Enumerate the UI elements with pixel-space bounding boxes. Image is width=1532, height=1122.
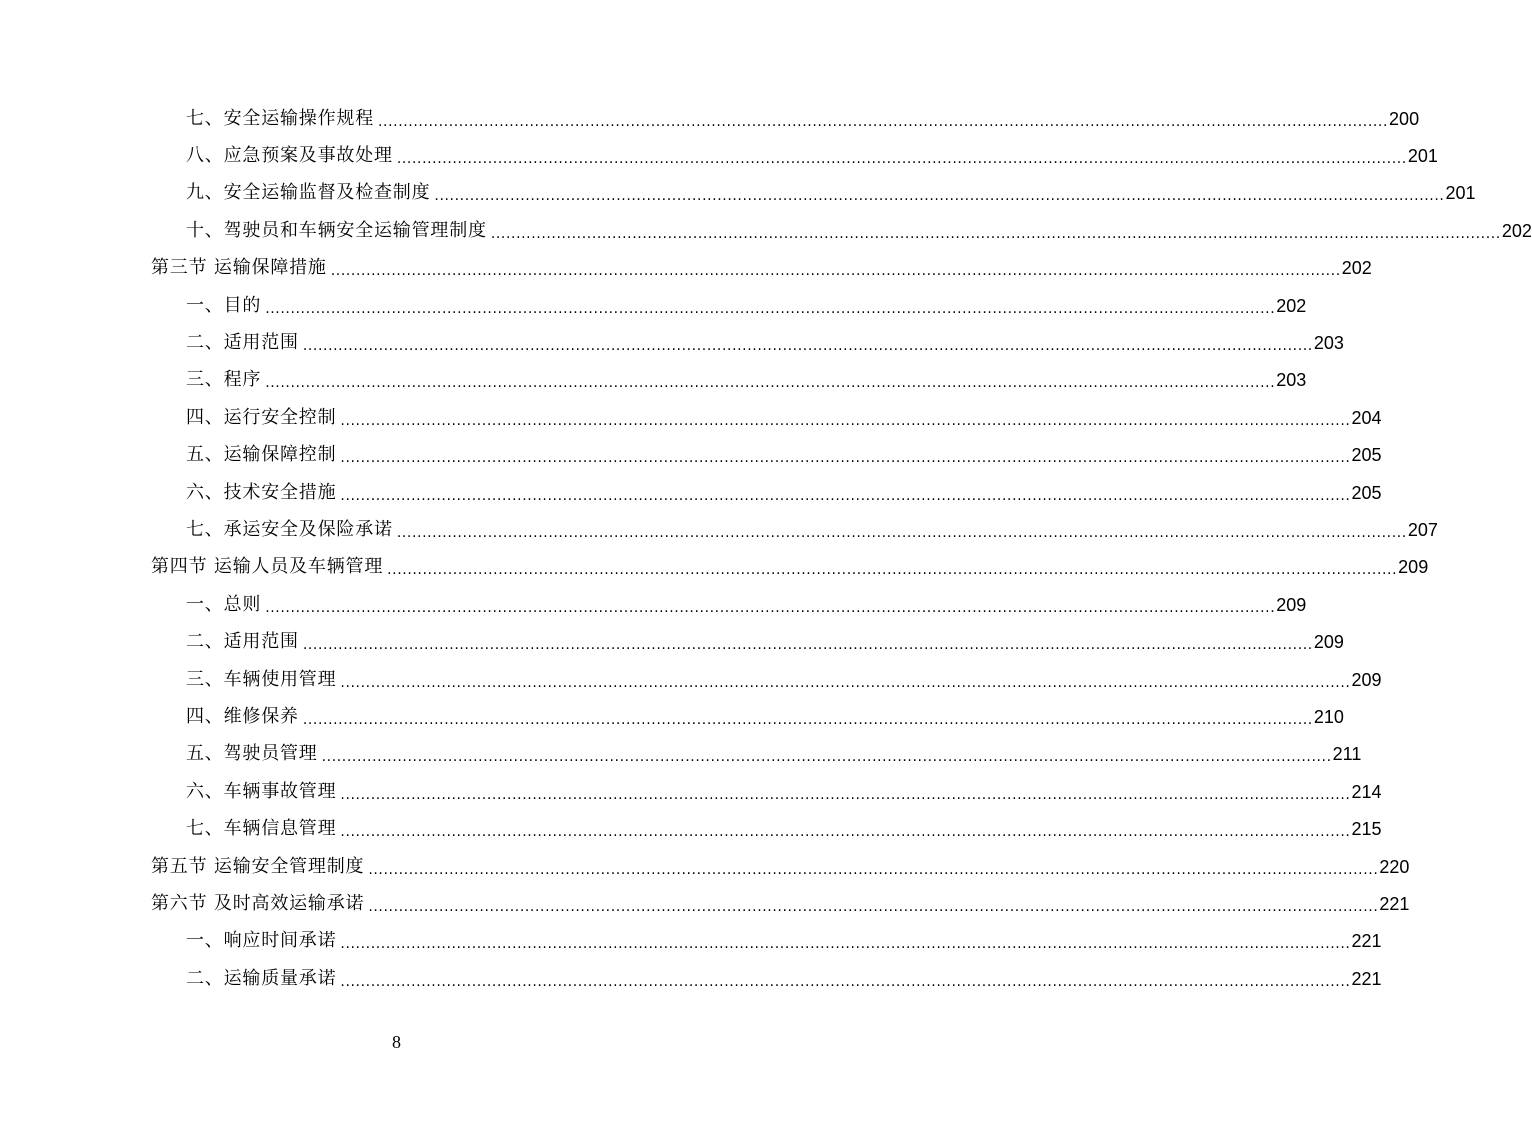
toc-entry[interactable]: [0, 698, 1344, 735]
toc-entry-title: 第六节 及时高效运输承诺: [151, 892, 365, 914]
toc-entry-title: 六、车辆事故管理: [186, 780, 337, 802]
toc-dot-leader: ........................................................................................................................................................................................................: [396, 524, 1407, 541]
toc-dot-leader: ........................................................................................................................................................................................................: [340, 412, 1351, 429]
toc-entry[interactable]: [0, 549, 1429, 586]
toc-dot-leader: ........................................................................................................................................................................................................: [340, 786, 1351, 803]
toc-entry-page: 221: [1379, 893, 1410, 914]
toc-entry-title: 三、程序: [186, 369, 262, 391]
toc-entry-page: 210: [1313, 706, 1344, 727]
toc-entry[interactable]: [0, 960, 1382, 997]
toc-entry-page: 220: [1379, 856, 1410, 877]
toc-entry-page: 221: [1351, 931, 1382, 952]
toc-dot-leader: ........................................................................................................................................................................................................: [340, 674, 1351, 691]
toc-entry-page: 200: [1389, 108, 1420, 129]
toc-entry-title: 六、技术安全措施: [186, 481, 337, 503]
toc-dot-leader: ........................................................................................................................................................................................................: [340, 936, 1351, 953]
toc-dot-leader: ........................................................................................................................................................................................................: [321, 749, 1332, 766]
toc-entry-title: 五、驾驶员管理: [186, 743, 318, 765]
toc-entry-title: 五、运输保障控制: [186, 444, 337, 466]
toc-entry[interactable]: [0, 511, 1438, 548]
table-of-contents: [0, 100, 1532, 997]
toc-entry[interactable]: [0, 399, 1382, 436]
toc-entry[interactable]: [0, 885, 1410, 922]
toc-entry-page: 202: [1341, 258, 1372, 279]
toc-dot-leader: ........................................................................................................................................................................................................: [302, 637, 1313, 654]
toc-entry-title: 第五节 运输安全管理制度: [151, 855, 365, 877]
toc-entry[interactable]: [0, 923, 1382, 960]
toc-entry-title: 一、总则: [186, 593, 262, 615]
toc-entry-page: 209: [1276, 594, 1307, 615]
toc-dot-leader: ........................................................................................................................................................................................................: [340, 824, 1351, 841]
toc-entry-page: 204: [1351, 407, 1382, 428]
toc-entry[interactable]: [0, 137, 1438, 174]
toc-dot-leader: ........................................................................................................................................................................................................: [330, 263, 1341, 280]
toc-entry-page: 214: [1351, 781, 1382, 802]
toc-entry-page: 209: [1398, 557, 1429, 578]
toc-entry-title: 一、目的: [186, 294, 262, 316]
toc-entry-title: 二、运输质量承诺: [186, 967, 337, 989]
toc-entry[interactable]: [0, 474, 1382, 511]
toc-entry-title: 四、运行安全控制: [186, 406, 337, 428]
toc-dot-leader: ........................................................................................................................................................................................................: [387, 562, 1398, 579]
toc-entry-title: 一、响应时间承诺: [186, 930, 337, 952]
toc-entry[interactable]: [0, 250, 1372, 287]
toc-entry-title: 第三节 运输保障措施: [151, 257, 327, 279]
toc-entry-page: 201: [1407, 146, 1438, 167]
toc-entry-page: 207: [1407, 519, 1438, 540]
toc-entry[interactable]: [0, 810, 1382, 847]
toc-entry[interactable]: [0, 212, 1532, 249]
toc-dot-leader: ........................................................................................................................................................................................................: [434, 188, 1445, 205]
toc-entry-page: 205: [1351, 482, 1382, 503]
toc-entry-page: 209: [1351, 669, 1382, 690]
toc-dot-leader: ........................................................................................................................................................................................................: [265, 375, 1276, 392]
toc-dot-leader: ........................................................................................................................................................................................................: [396, 151, 1407, 168]
toc-entry-page: 201: [1445, 183, 1476, 204]
toc-entry[interactable]: [0, 623, 1344, 660]
toc-dot-leader: ........................................................................................................................................................................................................: [378, 113, 1389, 130]
toc-dot-leader: ........................................................................................................................................................................................................: [368, 861, 1379, 878]
toc-entry-page: 203: [1313, 333, 1344, 354]
toc-entry-page: 215: [1351, 819, 1382, 840]
toc-entry-page: 205: [1351, 445, 1382, 466]
toc-dot-leader: ........................................................................................................................................................................................................: [265, 599, 1276, 616]
toc-entry-title: 三、车辆使用管理: [186, 668, 337, 690]
toc-dot-leader: ........................................................................................................................................................................................................: [368, 898, 1379, 915]
toc-entry[interactable]: [0, 324, 1344, 361]
toc-entry-title: 七、车辆信息管理: [186, 818, 337, 840]
toc-dot-leader: ........................................................................................................................................................................................................: [302, 338, 1313, 355]
toc-entry[interactable]: [0, 773, 1382, 810]
toc-entry-title: 七、承运安全及保险承诺: [186, 518, 393, 540]
toc-entry[interactable]: [0, 586, 1307, 623]
toc-entry-title: 二、适用范围: [186, 332, 299, 354]
toc-entry-title: 第四节 运输人员及车辆管理: [151, 556, 384, 578]
toc-entry-title: 八、应急预案及事故处理: [186, 145, 393, 167]
toc-dot-leader: ........................................................................................................................................................................................................: [302, 711, 1313, 728]
page-number: 8: [392, 1032, 401, 1052]
toc-entry[interactable]: [0, 437, 1382, 474]
toc-entry-title: 二、适用范围: [186, 631, 299, 653]
toc-dot-leader: ........................................................................................................................................................................................................: [265, 300, 1276, 317]
toc-entry-title: 四、维修保养: [186, 705, 299, 727]
toc-entry-page: 211: [1332, 744, 1362, 765]
toc-entry-title: 十、驾驶员和车辆安全运输管理制度: [186, 219, 487, 241]
toc-entry-title: 九、安全运输监督及检查制度: [186, 182, 431, 204]
toc-entry-title: 七、安全运输操作规程: [186, 107, 374, 129]
toc-dot-leader: ........................................................................................................................................................................................................: [490, 225, 1501, 242]
toc-entry[interactable]: [0, 287, 1307, 324]
toc-entry[interactable]: [0, 175, 1476, 212]
toc-dot-leader: ........................................................................................................................................................................................................: [340, 450, 1351, 467]
toc-entry[interactable]: [0, 736, 1362, 773]
toc-entry[interactable]: [0, 362, 1307, 399]
toc-entry-page: 203: [1276, 370, 1307, 391]
toc-entry[interactable]: [0, 848, 1410, 885]
toc-entry-page: 202: [1276, 295, 1307, 316]
toc-entry-page: 221: [1351, 968, 1382, 989]
toc-entry-page: 209: [1313, 632, 1344, 653]
toc-dot-leader: ........................................................................................................................................................................................................: [340, 487, 1351, 504]
toc-entry[interactable]: [0, 100, 1420, 137]
toc-entry-page: 202: [1501, 220, 1532, 241]
toc-entry[interactable]: [0, 661, 1382, 698]
toc-dot-leader: ........................................................................................................................................................................................................: [340, 973, 1351, 990]
